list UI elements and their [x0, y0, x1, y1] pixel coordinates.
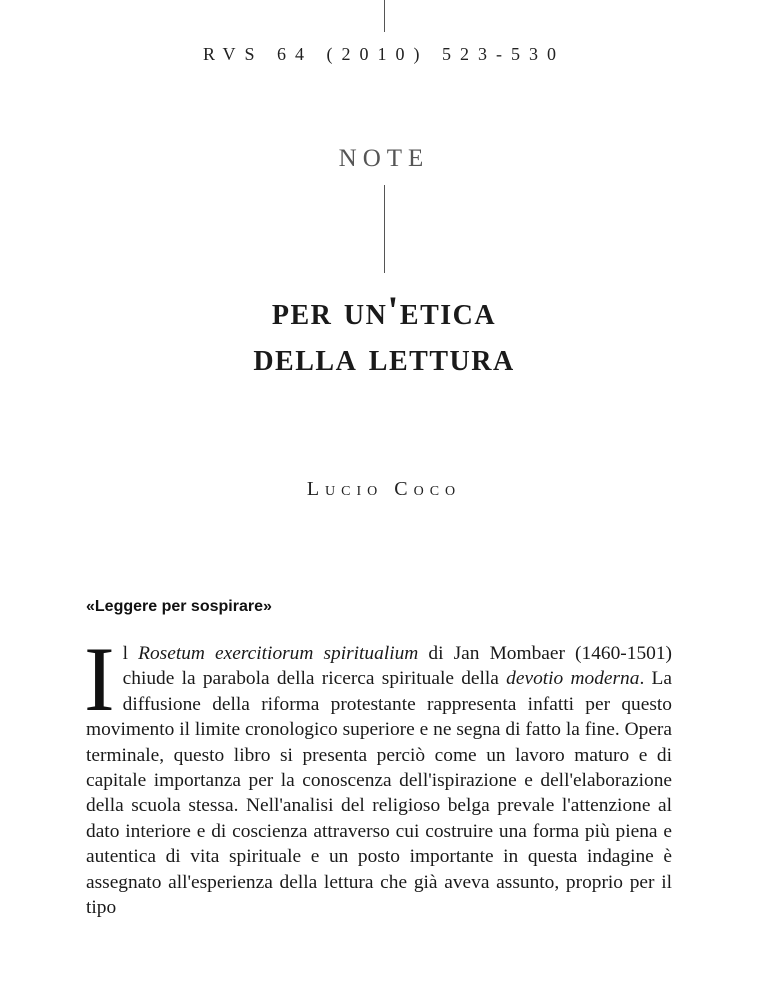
section-subheading: «Leggere per sospirare» [86, 598, 272, 615]
article-title [0, 288, 768, 380]
movement-name-italic: devotio moderna [506, 668, 640, 690]
body-text-3: . La diffusione della riforma protestante rappresenta infatti per questo movimento il limite cronologico superiore e ne segna di fatto la fine. Opera terminale, questo libro si presenta perciò come un lavoro maturo e di capitale importanza per la conoscenza dell'ispirazione e dell'elaborazione della scuola stessa. Nell'analisi del religioso belga prevale l'attenzione al dato interiore e di coscienza attraverso cui costruire una forma più piena e autentica di vita spirituale e un posto importante in questa indagine è assegnato all'esperienza della lettura che già aveva assunto, proprio per il tipo [86, 668, 672, 919]
drop-cap: I [84, 628, 115, 730]
title-line-1: per un'etica [271, 288, 497, 333]
book-title-italic: Rosetum exercitiorum spiritualium [138, 643, 419, 664]
title-line-2: della lettura [253, 334, 515, 379]
running-head: RVS 64 (2010) 523-530 [202, 44, 566, 64]
body-paragraph [84, 628, 672, 920]
body-text-2: di Jan Mombaer (1460-1501) chiude la parabola della ricerca spirituale della [122, 643, 672, 690]
section-label: NOTE [338, 145, 430, 172]
body-text-1: l [122, 643, 139, 664]
top-divider-rule [384, 0, 385, 32]
author-name: Lucio Coco [306, 478, 462, 500]
section-divider-rule [384, 185, 385, 273]
